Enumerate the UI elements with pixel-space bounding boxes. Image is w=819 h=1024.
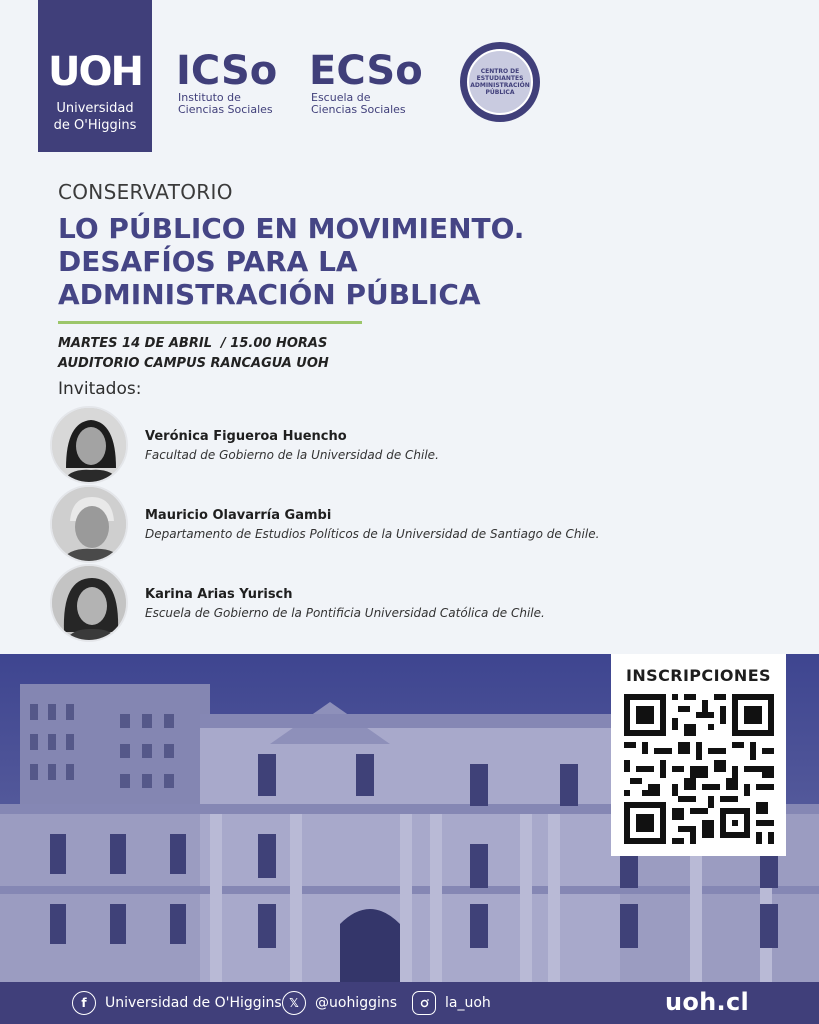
icso-line1: Instituto de: [178, 91, 241, 104]
guest-photo: [50, 406, 128, 484]
instagram-link[interactable]: [412, 991, 491, 1015]
facebook-link[interactable]: [72, 991, 282, 1015]
registration-label: INSCRIPCIONES: [626, 666, 771, 685]
guest-photo: [50, 485, 128, 563]
website-link[interactable]: uoh.cl: [664, 988, 749, 1016]
uoh-name-line1: Universidad: [56, 101, 134, 116]
guest-name: Karina Arias Yurisch: [145, 586, 293, 602]
icso-logo: [176, 50, 277, 116]
event-title-line1: LO PÚBLICO EN MOVIMIENTO.: [58, 212, 525, 245]
guest-item: [50, 485, 599, 563]
facebook-icon: f: [72, 991, 96, 1015]
guest-photo: [50, 564, 128, 642]
guest-name: Verónica Figueroa Huencho: [145, 428, 347, 444]
event-location: AUDITORIO CAMPUS RANCAGUA UOH: [58, 356, 329, 371]
student-center-seal: [460, 42, 540, 122]
event-date-time: MARTES 14 DE ABRIL / 15.00 HORAS: [58, 336, 328, 351]
guest-affiliation: Facultad de Gobierno de la Universidad de Chile.: [145, 447, 439, 462]
guest-affiliation: Departamento de Estudios Políticos de la Universidad de Santiago de Chile.: [145, 526, 600, 541]
uoh-logo: [38, 0, 152, 152]
ecso-line1: Escuela de: [311, 91, 371, 104]
icso-line2: Ciencias Sociales: [178, 103, 273, 116]
event-details: [58, 334, 329, 374]
instagram-icon: [412, 991, 436, 1015]
x-label: @uohiggins: [315, 995, 398, 1011]
instagram-label: la_uoh: [445, 995, 491, 1011]
ecso-line2: Ciencias Sociales: [311, 103, 406, 116]
qr-code[interactable]: [624, 694, 774, 844]
event-title: [58, 212, 618, 311]
guest-item: [50, 406, 439, 484]
uoh-mark: UOH: [48, 49, 142, 95]
guest-name: Mauricio Olavarría Gambi: [145, 507, 332, 523]
registration-qr-panel[interactable]: [611, 654, 786, 856]
seal-text: CENTRO DE ESTUDIANTES ADMINISTRACIÓN PÚBLICA: [467, 49, 533, 115]
guest-affiliation: Escuela de Gobierno de la Pontificia Universidad Católica de Chile.: [145, 605, 545, 620]
event-title-line2: DESAFÍOS PARA LA: [58, 245, 358, 278]
footer: [0, 982, 819, 1024]
uoh-name-line2: de O'Higgins: [53, 118, 137, 133]
icso-acronym: ICSo: [176, 48, 278, 94]
event-kicker: CONSERVATORIO: [58, 180, 233, 204]
x-link[interactable]: [282, 991, 397, 1015]
ecso-logo: [309, 50, 423, 116]
x-icon: 𝕏: [282, 991, 306, 1015]
guests-heading: Invitados:: [58, 379, 142, 399]
event-title-line3: ADMINISTRACIÓN PÚBLICA: [58, 278, 481, 311]
ecso-acronym: ECSo: [309, 48, 423, 94]
facebook-label: Universidad de O'Higgins: [105, 995, 282, 1011]
guest-item: [50, 564, 545, 642]
title-divider: [58, 321, 362, 324]
